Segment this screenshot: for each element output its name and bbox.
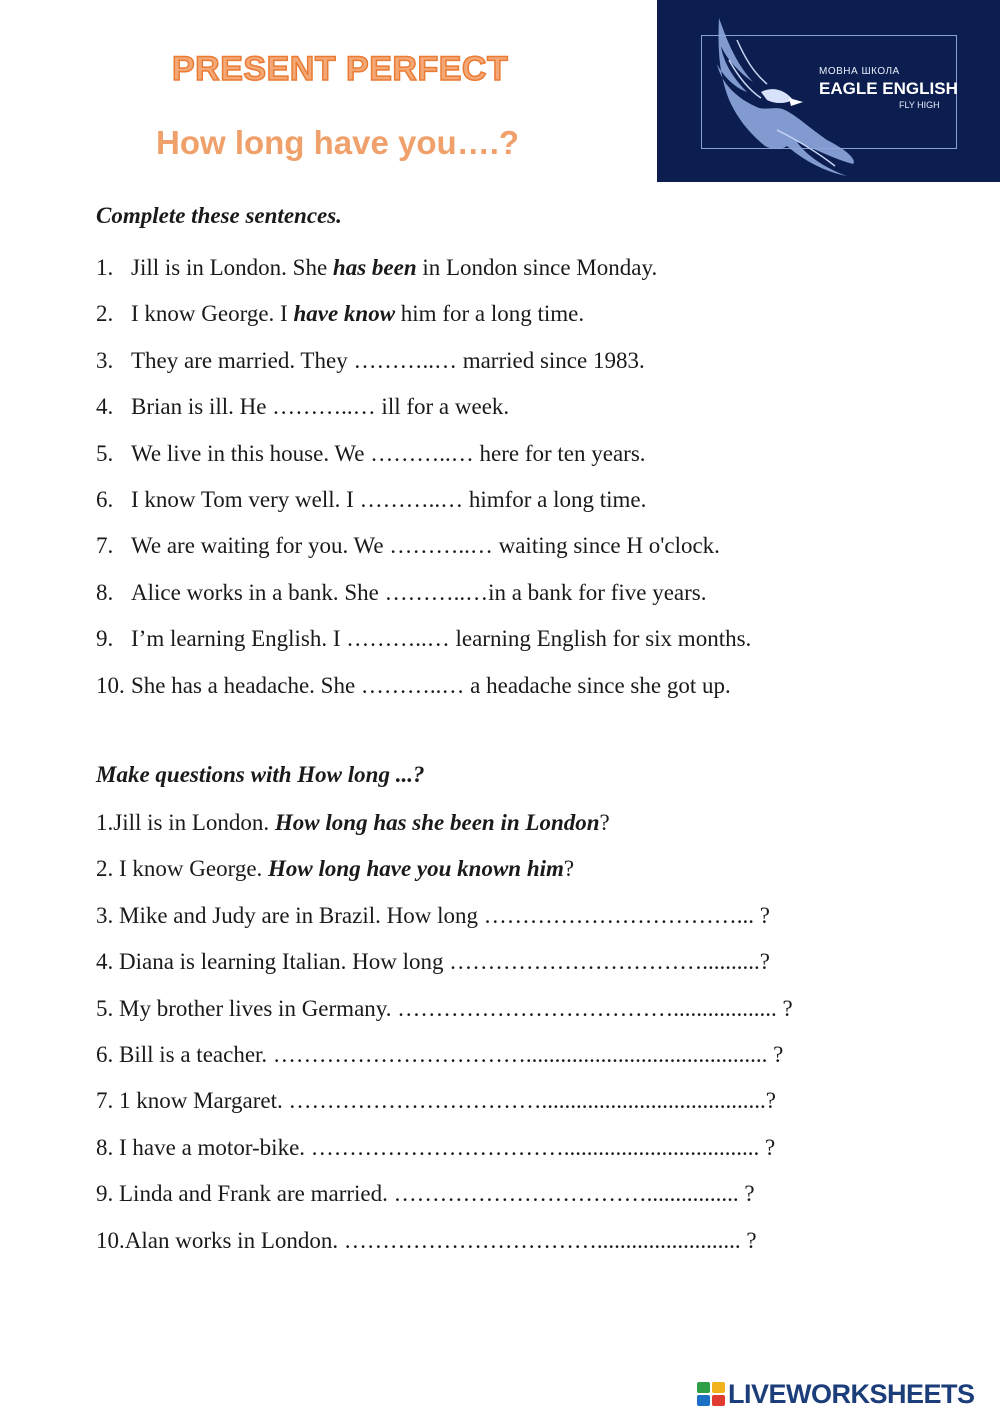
item-text: Alan works in London. ……………………………......................... ? bbox=[124, 1227, 757, 1253]
item-number: 1. bbox=[96, 810, 114, 835]
item-text: Alice works in a bank. She ………..…in a bank for five years. bbox=[131, 579, 707, 605]
list-item bbox=[96, 1134, 916, 1180]
item-text: They are married. They ………..… married since 1983. bbox=[131, 347, 645, 373]
item-number: 3. bbox=[96, 347, 114, 373]
list-item bbox=[96, 579, 916, 625]
item-number: 8. bbox=[96, 579, 114, 605]
list-item bbox=[96, 809, 916, 855]
item-text: I know George. I have know him for a long time. bbox=[131, 301, 585, 327]
item-text: We are waiting for you. We ………..… waiting since H o'clock. bbox=[131, 533, 720, 559]
worksheet-subtitle: How long have you….? bbox=[156, 124, 520, 161]
item-text: I know Tom very well. I ………..… himfor a long time. bbox=[131, 486, 647, 512]
item-number: 7. bbox=[96, 1088, 114, 1114]
list-item bbox=[96, 1227, 916, 1273]
logo-tagline: FLY HIGH bbox=[899, 100, 940, 110]
list-item bbox=[96, 902, 916, 948]
item-text: Jill is in London. How long has she been in London? bbox=[113, 810, 610, 835]
list-item bbox=[96, 532, 916, 578]
item-number: 10. bbox=[96, 1227, 125, 1253]
item-number: 4. bbox=[96, 949, 114, 975]
item-text: 1 know Margaret. …………………………….......................................? bbox=[119, 1088, 776, 1114]
item-text: She has a headache. She ………..… a headache since she got up. bbox=[131, 672, 731, 698]
item-text: Linda and Frank are married. ……………………………................ ? bbox=[119, 1181, 755, 1207]
list-item bbox=[96, 440, 916, 486]
item-number: 5. bbox=[96, 995, 114, 1021]
worksheet-title: PRESENT PERFECT bbox=[172, 50, 509, 88]
item-number: 6. bbox=[96, 486, 114, 512]
item-number: 9. bbox=[96, 626, 114, 652]
list-item bbox=[96, 948, 916, 994]
list-item bbox=[96, 1087, 916, 1133]
item-number: 6. bbox=[96, 1041, 114, 1067]
item-text: I’m learning English. I ………..… learning English for six months. bbox=[131, 626, 752, 652]
item-number: 8. bbox=[96, 1134, 114, 1160]
liveworksheets-footer[interactable] bbox=[697, 1378, 975, 1410]
list-item bbox=[96, 672, 916, 718]
logo-school-label: МОВНА ШКОЛА bbox=[819, 66, 900, 77]
item-text: My brother lives in Germany. ……………………………….................. ? bbox=[119, 995, 793, 1021]
exercise2-list bbox=[96, 809, 916, 1273]
list-item bbox=[96, 1180, 916, 1226]
list-item bbox=[96, 1041, 916, 1087]
item-text: Diana is learning Italian. How long ……………………………..........? bbox=[119, 949, 770, 975]
item-number: 5. bbox=[96, 440, 114, 466]
exercise1-instruction: Complete these sentences. bbox=[96, 203, 342, 228]
list-item bbox=[96, 300, 916, 346]
list-item bbox=[96, 486, 916, 532]
item-text: Jill is in London. She has been in London since Monday. bbox=[131, 255, 658, 280]
item-text: I have a motor-bike. …………………………….................................. ? bbox=[119, 1134, 776, 1160]
list-item bbox=[96, 625, 916, 671]
list-item bbox=[96, 393, 916, 439]
list-item bbox=[96, 254, 916, 300]
item-number: 3. bbox=[96, 902, 114, 928]
list-item bbox=[96, 995, 916, 1041]
liveworksheets-brand: LIVEWORKSHEETS bbox=[728, 1378, 975, 1409]
list-item bbox=[96, 347, 916, 393]
logo-school-name: EAGLE ENGLISH bbox=[819, 79, 958, 98]
item-text: Brian is ill. He ………..… ill for a week. bbox=[131, 394, 510, 420]
item-number: 10. bbox=[96, 672, 125, 698]
liveworksheets-logo-icon bbox=[697, 1382, 725, 1406]
item-text: We live in this house. We ………..… here for ten years. bbox=[131, 440, 646, 466]
item-number: 1. bbox=[96, 255, 114, 280]
item-number: 9. bbox=[96, 1181, 114, 1207]
eagle-english-logo bbox=[657, 0, 1000, 182]
item-number: 2. bbox=[96, 856, 114, 882]
exercise2-instruction: Make questions with How long ...? bbox=[96, 762, 425, 787]
item-text: Mike and Judy are in Brazil. How long ……………………………... ? bbox=[119, 902, 770, 928]
list-item bbox=[96, 855, 916, 901]
exercise1-list bbox=[96, 254, 916, 718]
item-text: Bill is a teacher. …………………………….......................................... ? bbox=[119, 1041, 784, 1067]
item-number: 4. bbox=[96, 394, 114, 420]
item-number: 2. bbox=[96, 301, 114, 327]
item-text: I know George. How long have you known him? bbox=[119, 856, 575, 882]
item-number: 7. bbox=[96, 533, 114, 559]
